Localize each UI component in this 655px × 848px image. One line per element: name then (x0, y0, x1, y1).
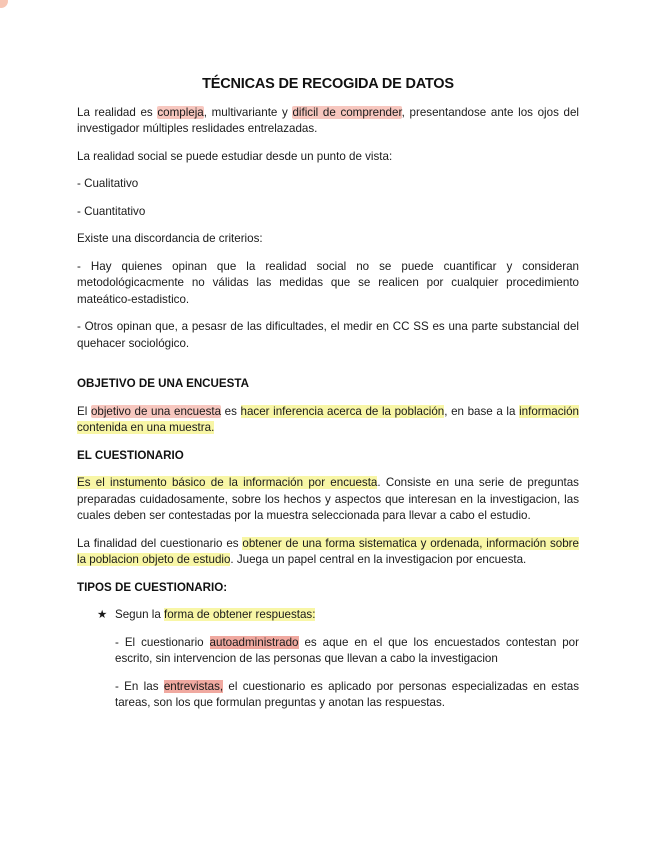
sub-item-autoadministrado (77, 635, 579, 668)
list-item-cualitativo: - Cualitativo (77, 177, 139, 190)
highlight-red: entrevistas, (163, 679, 224, 693)
highlight-yellow: información contenida en una muestra. (77, 404, 580, 434)
highlight-yellow: obtener de una forma sistematica y ordenada, información sobre la poblacion objeto de estudio (77, 536, 579, 566)
document-page (77, 76, 579, 723)
text: es aque en el que los encuestados contestan por escrito, sin intervencion de las personas que llevan a cabo la investigacion (115, 635, 579, 665)
paragraph-opinion-1: - Hay quienes opinan que la realidad social no se puede cuantificar y consideran metodológicacmente no válidas las medidas que se realicen por cualquier procedimiento mateático-estadistico. (77, 259, 579, 306)
text: La realidad es (77, 105, 158, 119)
highlight-red: compleja (157, 105, 204, 119)
star-bullet-icon: ★ (97, 608, 108, 621)
text: . Juega un papel central en la investigacion por encuesta. (230, 553, 527, 566)
bullet-item (77, 607, 579, 624)
text: Segun la (115, 608, 164, 621)
highlight-red: autoadministrado (209, 635, 299, 649)
highlight-yellow: Es el instumento básico de la información por encuesta (77, 476, 378, 489)
paragraph-discordancia: Existe una discordancia de criterios: (77, 232, 263, 245)
text: El (77, 404, 91, 418)
paragraph-finalidad (77, 536, 579, 569)
text: es (221, 404, 241, 418)
heading-tipos: TIPOS DE CUESTIONARIO: (77, 580, 228, 594)
paragraph-objetivo (77, 404, 579, 437)
highlight-red: objetivo de una encuesta (90, 404, 222, 418)
heading-objetivo: OBJETIVO DE UNA ENCUESTA (77, 377, 249, 390)
paragraph-cuestionario (77, 475, 579, 525)
highlight-yellow: forma de obtener respuestas: (164, 608, 316, 621)
text: , multivariante y (203, 105, 293, 119)
sub-item-entrevistas (77, 679, 579, 712)
page-title: TÉCNICAS DE RECOGIDA DE DATOS (202, 76, 454, 92)
highlight-yellow: hacer inferencia acerca de la población (240, 404, 445, 418)
list-item-cuantitativo: - Cuantitativo (77, 204, 146, 218)
heading-cuestionario: EL CUESTIONARIO (77, 448, 184, 462)
highlight-red: dificil de comprender (292, 105, 402, 119)
text: el cuestionario es aplicado por personas especializadas en estas tareas, son los que formulan preguntas y anotan las respuestas. (115, 679, 579, 709)
text: - El cuestionario (115, 635, 210, 649)
text: - En las (115, 679, 164, 693)
text: , presentandose ante los ojos del investigador múltiples reslidades entrelazadas. (77, 105, 579, 135)
text: , en base a la (444, 404, 520, 418)
text: La finalidad del cuestionario es (77, 536, 243, 550)
page-corner-mark (0, 0, 8, 8)
paragraph-punto-vista: La realidad social se puede estudiar desde un punto de vista: (77, 149, 393, 163)
paragraph-opinion-2: - Otros opinan que, a pesasr de las dificultades, el medir en CC SS es una parte substancial del quehacer sociológico. (77, 320, 579, 350)
paragraph-realidad (77, 105, 579, 138)
text: . Consiste en una serie de preguntas preparadas cuidadosamente, sobre los hechos y aspectos que interesan en la investigacion, las cuales deben ser contestadas por la muestra seleccionada para llevar a cabo el estudio. (77, 476, 579, 522)
